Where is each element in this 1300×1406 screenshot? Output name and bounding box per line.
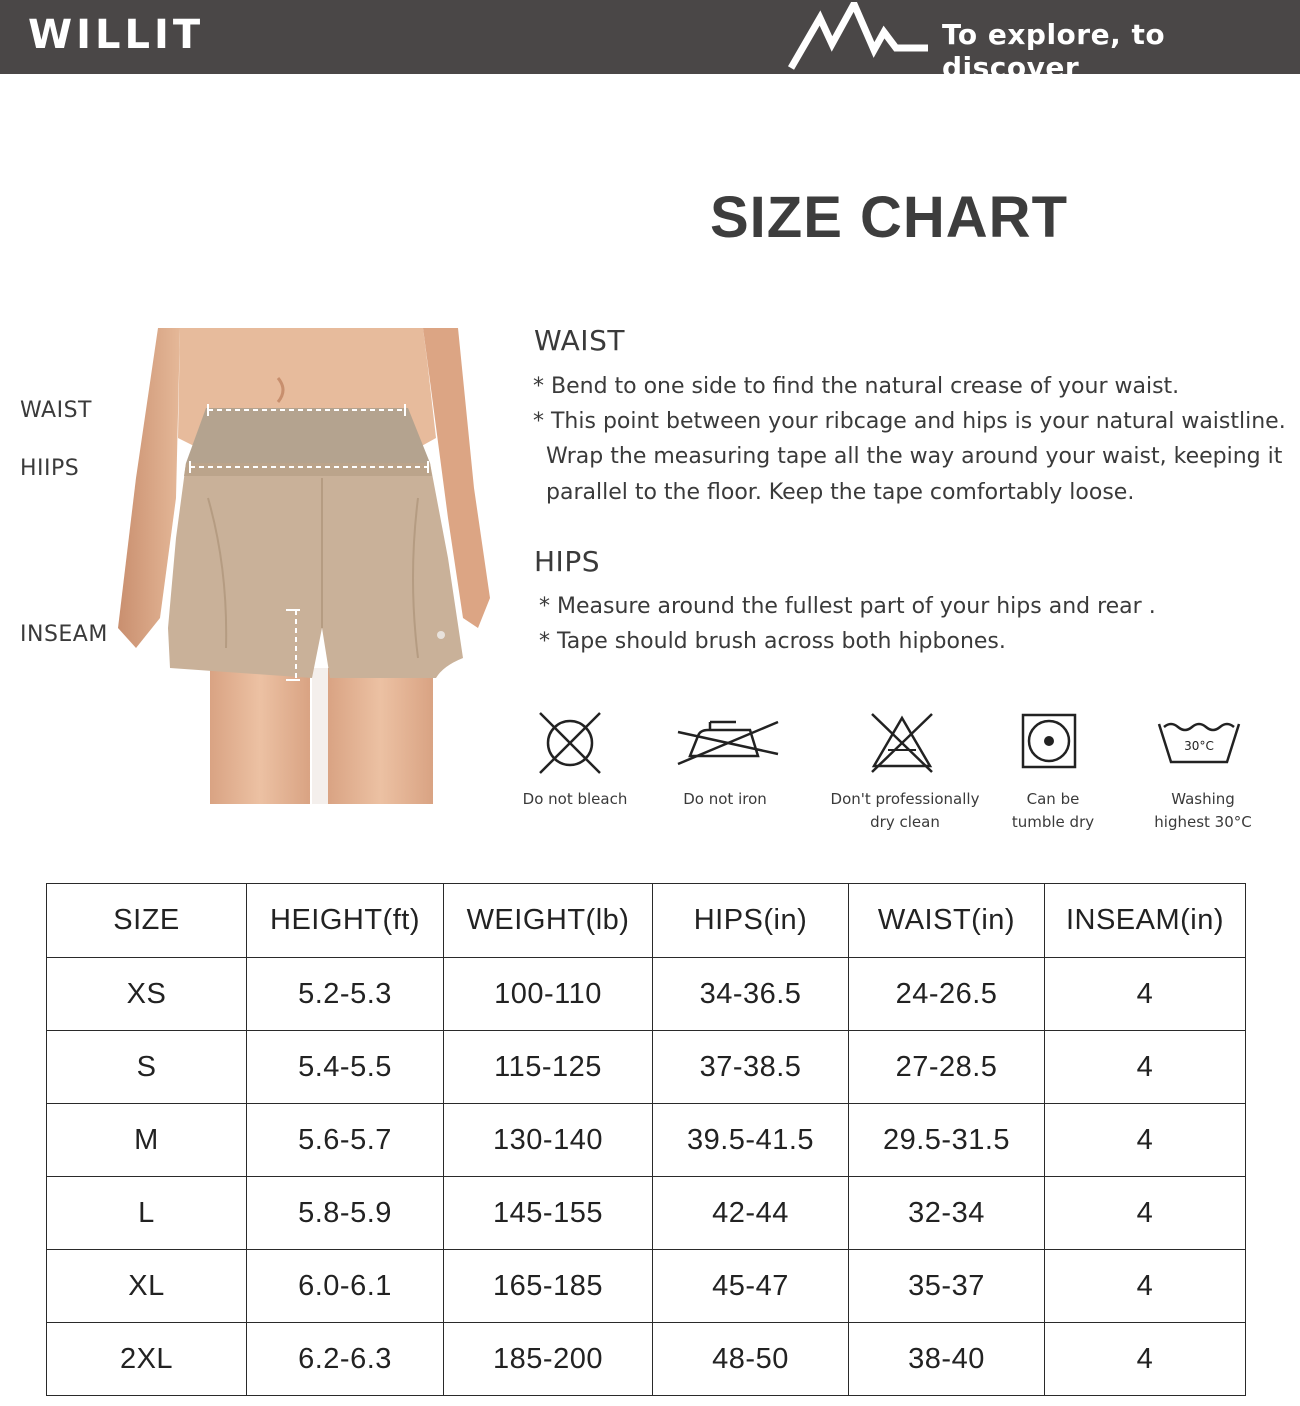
- care-label-line: highest 30°C: [1154, 813, 1252, 831]
- cell-waist: 38-40: [849, 1323, 1045, 1396]
- header-size: SIZE: [47, 884, 247, 958]
- do-not-bleach-icon: [537, 710, 603, 776]
- cell-hips: 37-38.5: [653, 1031, 849, 1104]
- cell-hips: 39.5-41.5: [653, 1104, 849, 1177]
- table-row: [47, 1323, 1246, 1396]
- care-label-do-not-iron: [640, 788, 810, 811]
- cell-weight: 100-110: [444, 958, 653, 1031]
- cell-height: 5.6-5.7: [247, 1104, 444, 1177]
- table-header-row: [47, 884, 1246, 958]
- header-hips: HIPS(in): [653, 884, 849, 958]
- cell-inseam: 4: [1045, 958, 1246, 1031]
- cell-size: XL: [47, 1250, 247, 1323]
- care-label-do-not-bleach: [490, 788, 660, 811]
- header-bar: [0, 0, 1300, 84]
- care-label-tumble-dry: [968, 788, 1138, 834]
- care-label-line: tumble dry: [1011, 813, 1095, 831]
- waist-text-line: * This point between your ribcage and hips is your natural waistline.: [533, 409, 1286, 434]
- care-label-line: Do not bleach: [522, 790, 628, 808]
- do-not-iron-icon: [676, 718, 780, 768]
- cell-height: 5.4-5.5: [247, 1031, 444, 1104]
- cell-inseam: 4: [1045, 1104, 1246, 1177]
- cell-weight: 185-200: [444, 1323, 653, 1396]
- cell-waist: 24-26.5: [849, 958, 1045, 1031]
- photo-label-inseam: INSEAM: [20, 622, 108, 647]
- cell-weight: 145-155: [444, 1177, 653, 1250]
- table-row: [47, 1031, 1246, 1104]
- care-label-line: Washing: [1171, 790, 1235, 808]
- table-row: [47, 1104, 1246, 1177]
- hips-text-line: * Measure around the fullest part of your hips and rear .: [539, 594, 1156, 619]
- cell-height: 5.8-5.9: [247, 1177, 444, 1250]
- page-title: SIZE CHART: [710, 185, 1068, 250]
- cell-weight: 165-185: [444, 1250, 653, 1323]
- cell-size: 2XL: [47, 1323, 247, 1396]
- wash-30-icon: [1156, 718, 1242, 766]
- wash-temp-label: 30°C: [1184, 739, 1214, 753]
- cell-inseam: 4: [1045, 1323, 1246, 1396]
- cell-hips: 34-36.5: [653, 958, 849, 1031]
- waist-section-title: WAIST: [534, 324, 625, 357]
- care-label-wash-30: [1118, 788, 1288, 834]
- cell-waist: 29.5-31.5: [849, 1104, 1045, 1177]
- hips-text-line: * Tape should brush across both hipbones.: [539, 629, 1006, 654]
- care-label-do-not-dry-clean: [820, 788, 990, 834]
- cell-hips: 45-47: [653, 1250, 849, 1323]
- cell-weight: 115-125: [444, 1031, 653, 1104]
- photo-label-waist: WAIST: [20, 398, 92, 423]
- shorts-photo: [118, 328, 518, 804]
- cell-waist: 32-34: [849, 1177, 1045, 1250]
- mountain-icon: [788, 2, 933, 70]
- cell-inseam: 4: [1045, 1250, 1246, 1323]
- photo-label-hips: HIIPS: [20, 456, 80, 481]
- size-table: [46, 883, 1246, 1396]
- slogan: To explore, to discover: [942, 18, 1166, 84]
- cell-waist: 35-37: [849, 1250, 1045, 1323]
- brand-logo: WILLIT: [28, 12, 205, 58]
- cell-height: 6.0-6.1: [247, 1250, 444, 1323]
- care-label-line: Can be: [1026, 790, 1080, 808]
- waist-text-line: Wrap the measuring tape all the way around your waist, keeping it: [546, 444, 1283, 469]
- care-label-line: Do not iron: [683, 790, 767, 808]
- header-waist: WAIST(in): [849, 884, 1045, 958]
- waist-text-line: * Bend to one side to find the natural crease of your waist.: [533, 374, 1180, 399]
- cell-weight: 130-140: [444, 1104, 653, 1177]
- table-row: [47, 1250, 1246, 1323]
- cell-size: L: [47, 1177, 247, 1250]
- do-not-dry-clean-icon: [868, 710, 936, 776]
- cell-hips: 42-44: [653, 1177, 849, 1250]
- header-height: HEIGHT(ft): [247, 884, 444, 958]
- cell-inseam: 4: [1045, 1177, 1246, 1250]
- tumble-dry-icon: [1021, 713, 1077, 769]
- cell-hips: 48-50: [653, 1323, 849, 1396]
- care-label-line: Don't professionally: [830, 790, 980, 808]
- cell-inseam: 4: [1045, 1031, 1246, 1104]
- table-row: [47, 1177, 1246, 1250]
- cell-height: 5.2-5.3: [247, 958, 444, 1031]
- cell-height: 6.2-6.3: [247, 1323, 444, 1396]
- header-weight: WEIGHT(lb): [444, 884, 653, 958]
- waist-text-line: parallel to the floor. Keep the tape comfortably loose.: [546, 480, 1135, 505]
- table-row: [47, 958, 1246, 1031]
- care-label-line: dry clean: [870, 813, 940, 831]
- header-inseam: INSEAM(in): [1045, 884, 1246, 958]
- cell-size: XS: [47, 958, 247, 1031]
- cell-size: S: [47, 1031, 247, 1104]
- cell-size: M: [47, 1104, 247, 1177]
- hips-section-title: HIPS: [534, 545, 600, 578]
- cell-waist: 27-28.5: [849, 1031, 1045, 1104]
